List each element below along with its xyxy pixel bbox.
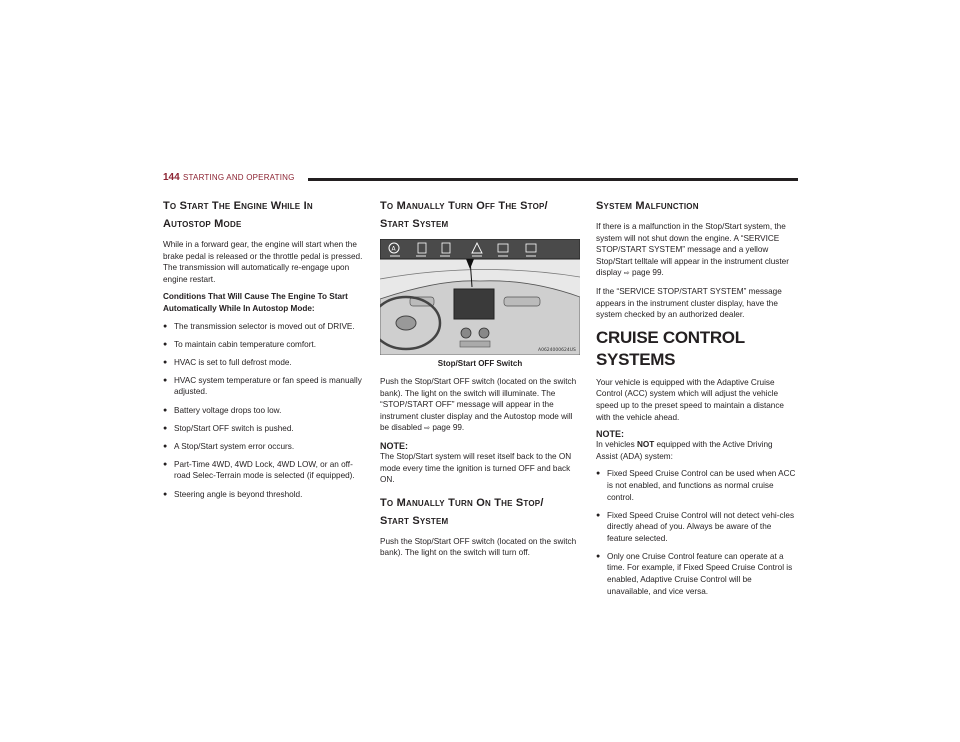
note-emphasis: NOT bbox=[636, 440, 655, 450]
turn-off-text: Push the Stop/Start OFF switch (located on the switch bank). The light on the switch will illuminate. The “STOP/START OFF” message will appear in the instrument cluster display and the Autostop mode will be disabled bbox=[380, 377, 577, 433]
cruise-bullet-list bbox=[596, 468, 796, 597]
note-text bbox=[596, 439, 796, 462]
heading-system-malfunction: System Malfunction bbox=[596, 200, 699, 212]
heading-start-engine bbox=[163, 197, 363, 233]
heading-line: To Start The Engine While In bbox=[163, 200, 313, 212]
list-item: ● Only one Cruise Control feature can operate at a time. For example, if Fixed Speed Cruise Control is enabled, Adaptive Cruise Control will be unavailable, and vice versa. bbox=[596, 551, 796, 597]
page-header bbox=[163, 172, 798, 186]
list-item: ● Part-Time 4WD, 4WD Lock, 4WD LOW, or an off-road Selec-Terrain mode is selected (if equipped). bbox=[163, 459, 363, 482]
list-item: ● Fixed Speed Cruise Control can be used when ACC is not enabled, and functions as normal cruise control. bbox=[596, 468, 796, 503]
reference-text: page 99. bbox=[631, 268, 664, 278]
stop-start-switch-figure bbox=[380, 239, 580, 355]
list-item: ● Stop/Start OFF switch is pushed. bbox=[163, 423, 363, 435]
cruise-intro: Your vehicle is equipped with the Adaptive Cruise Control (ACC) system which will adjust the vehicle speed up to the preset speed to maintain a distance with the vehicle ahead. bbox=[596, 377, 784, 422]
turn-off-paragraph bbox=[380, 376, 580, 435]
intro-paragraph: While in a forward gear, the engine will start when the brake pedal is released or the throttle pedal is pressed. The transmission will automatically re-engage upon engine restart. bbox=[163, 240, 363, 284]
dashboard-illustration bbox=[380, 239, 580, 355]
list-item: ● Steering angle is beyond threshold. bbox=[163, 489, 363, 501]
page-number: 144 bbox=[163, 172, 180, 183]
heading-line: Start System bbox=[380, 218, 449, 230]
note-label: NOTE: bbox=[596, 429, 624, 440]
svg-text:A: A bbox=[391, 245, 396, 253]
reference-text: page 99. bbox=[432, 423, 465, 433]
heading-line: To Manually Turn Off The Stop/ bbox=[380, 200, 548, 212]
column-left bbox=[163, 197, 363, 507]
column-right bbox=[596, 197, 796, 604]
list-item: ● Fixed Speed Cruise Control will not detect vehi-cles directly ahead of you. Always be aware of the feature selected. bbox=[596, 510, 796, 545]
turn-on-paragraph: Push the Stop/Start OFF switch (located on the switch bank). The light on the switch will turn off. bbox=[380, 536, 577, 558]
figure-code: A0624000624US bbox=[538, 348, 576, 353]
malfunction-text: If there is a malfunction in the Stop/Start system, the system will not shut down the engine. A “SERVICE STOP/START SYSTEM” message and a yellow Stop/Start telltale will appear in the instrument cluster display bbox=[596, 222, 789, 278]
figure-caption: Stop/Start OFF Switch bbox=[437, 359, 523, 368]
list-item: ● Battery voltage drops too low. bbox=[163, 405, 363, 417]
list-item: ● HVAC is set to full defrost mode. bbox=[163, 357, 363, 369]
note-text: The Stop/Start system will reset itself back to the ON mode every time the ignition is turned OFF and back ON. bbox=[380, 451, 572, 485]
heading-line: To Manually Turn On The Stop/ bbox=[380, 496, 544, 509]
heading-line: Autostop Mode bbox=[163, 218, 242, 230]
section-title: STARTING AND OPERATING bbox=[183, 173, 295, 182]
list-item: ● A Stop/Start system error occurs. bbox=[163, 441, 363, 453]
note-text-part: In vehicles bbox=[596, 440, 635, 450]
conditions-heading: Conditions That Will Cause The Engine To Start Automatically While In Autostop Mode: bbox=[163, 292, 348, 313]
page-reference[interactable] bbox=[624, 268, 664, 277]
list-item: ● To maintain cabin temperature comfort. bbox=[163, 339, 363, 351]
heading-cruise-control: CRUISE CONTROL SYSTEMS bbox=[596, 327, 745, 369]
column-middle bbox=[380, 197, 580, 565]
heading-turn-on bbox=[380, 494, 580, 530]
header-rule bbox=[308, 178, 798, 181]
page-reference[interactable] bbox=[424, 423, 464, 432]
reference-arrow-icon: ⇨ bbox=[424, 425, 431, 433]
reference-arrow-icon: ⇨ bbox=[623, 270, 630, 278]
malfunction-paragraph bbox=[596, 221, 796, 280]
service-paragraph: If the “SERVICE STOP/START SYSTEM” message appears in the instrument cluster display, have the system checked by an authorized dealer. bbox=[596, 286, 782, 320]
note-text-part: equipped with the Active Driving Assist (ADA) system: bbox=[596, 440, 773, 461]
list-item: ● HVAC system temperature or fan speed is manually adjusted. bbox=[163, 375, 363, 398]
conditions-list bbox=[163, 321, 363, 501]
heading-turn-off bbox=[380, 197, 580, 233]
list-item: ● The transmission selector is moved out of DRIVE. bbox=[163, 321, 363, 333]
heading-line: Start System bbox=[380, 514, 449, 527]
note-label: NOTE: bbox=[380, 440, 408, 451]
